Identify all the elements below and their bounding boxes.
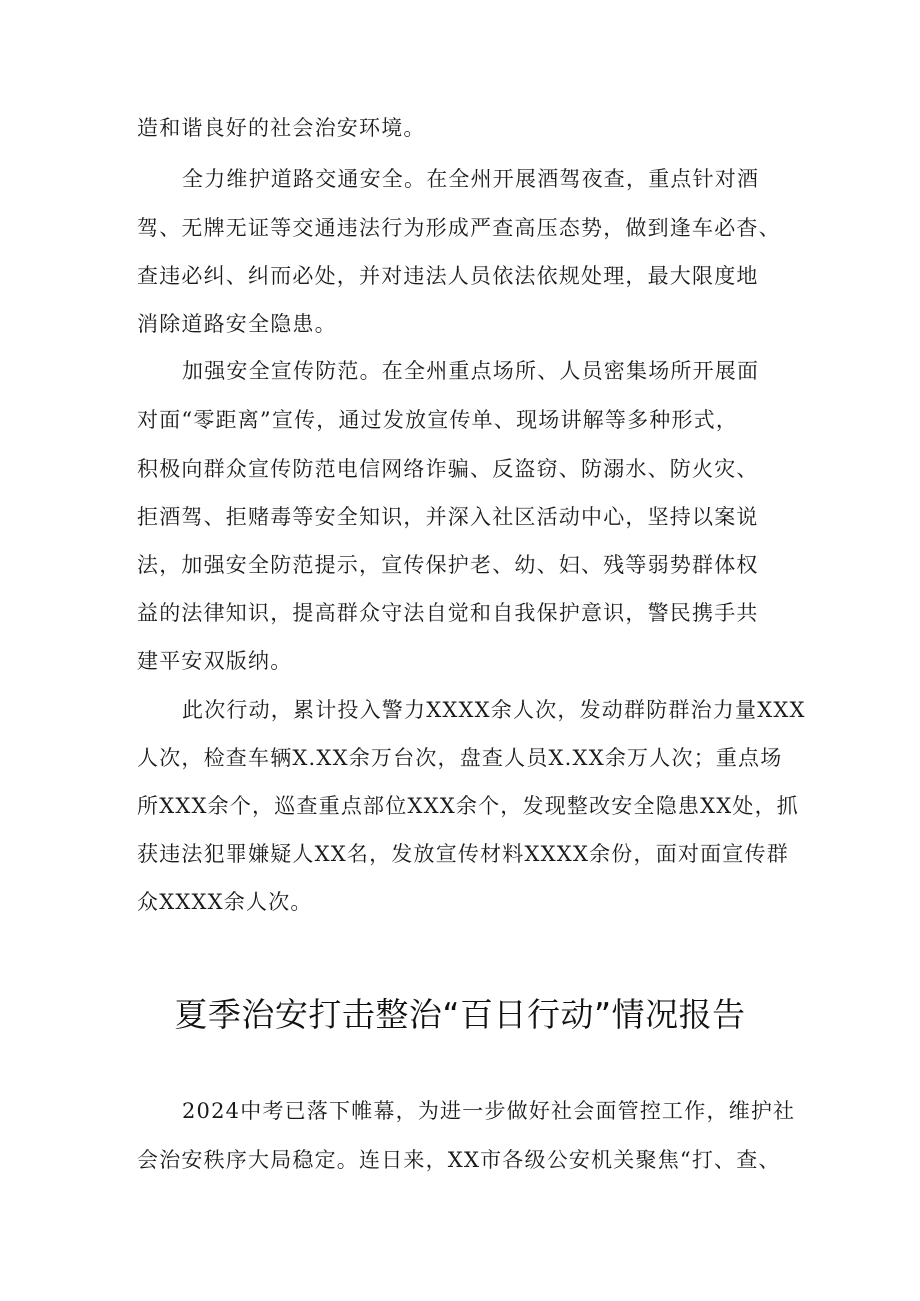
paragraph-first-line: 此次行动，累计投入警力XXXX余人次，发动群防群治力量XXX [182,698,806,722]
body-line: 对面“零距离”宣传，通过发放宣传单、现场讲解等多种形式， [137,408,739,432]
body-line: 众XXXX余人次。 [137,890,313,914]
body-line: 会治安秩序大局稳定。连日来，XX市各级公安机关聚焦“打、查、 [137,1148,781,1172]
body-line: 造和谐良好的社会治安环境。 [137,116,426,140]
body-line: 所XXX余个，巡查重点部位XXX余个，发现整改安全隐患XX处，抓 [137,794,799,818]
paragraph-first-line: 2024中考已落下帷幕，为进一步做好社会面管控工作，维护社 [182,1099,796,1123]
paragraph-first-line: 加强安全宣传防范。在全州重点场所、人员密集场所开展面 [182,359,760,383]
body-line: 拒酒驾、拒赌毒等安全知识，并深入社区活动中心，坚持以案说 [137,505,759,529]
report-title: 夏季治安打击整治“百日行动”情况报告 [174,995,746,1034]
body-line: 查违必纠、纠而必处，并对违法人员依法依规处理，最大限度地 [137,264,759,288]
paragraph-first-line: 全力维护道路交通安全。在全州开展酒驾夜查，重点针对酒 [182,167,760,191]
body-line: 消除道路安全隐患。 [137,312,337,336]
body-line: 驾、无牌无证等交通违法行为形成严查高压态势，做到逢车必杳、 [137,216,781,240]
body-line: 获违法犯罪嫌疑人XX名，发放宣传材料XXXX余份，面对面宣传群 [137,842,789,866]
body-line: 法，加强安全防范提示，宣传保护老、幼、妇、残等弱势群体权 [137,553,759,577]
body-line: 人次，检查车辆X.XX余万台次，盘查人员X.XX余万人次；重点场 [137,746,783,770]
body-line: 积极向群众宣传防范电信网络诈骗、反盗窃、防溺水、防火灾、 [137,457,759,481]
body-line: 益的法律知识，提高群众守法自觉和自我保护意识，警民携手共 [137,601,759,625]
body-line: 建平安双版纳。 [137,649,293,673]
